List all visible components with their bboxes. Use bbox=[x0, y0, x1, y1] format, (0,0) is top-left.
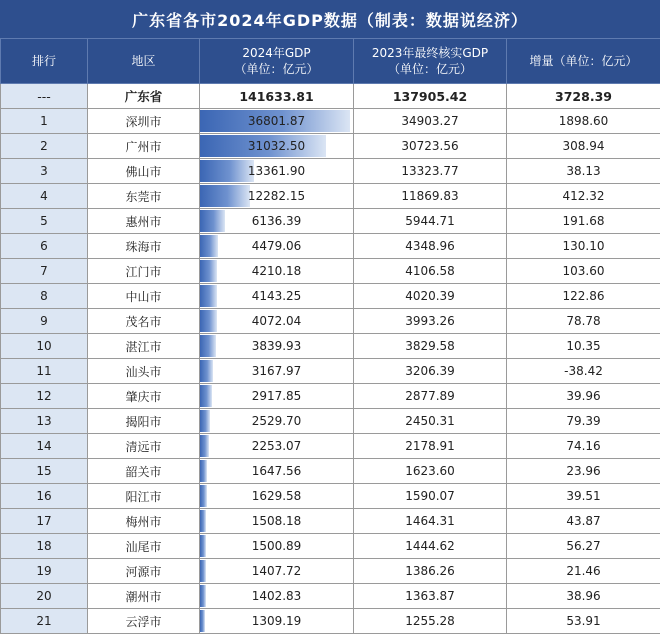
increase-cell: 56.27 bbox=[507, 534, 660, 559]
gdp-2023-cell: 4020.39 bbox=[354, 284, 507, 309]
region-cell: 清远市 bbox=[88, 434, 200, 459]
rank-cell: 17 bbox=[1, 509, 88, 534]
increase-cell: 39.51 bbox=[507, 484, 660, 509]
rank-cell: 11 bbox=[1, 359, 88, 384]
rank-cell: 3 bbox=[1, 159, 88, 184]
gdp-data-bar bbox=[200, 435, 209, 457]
gdp-data-bar bbox=[200, 560, 206, 582]
increase-cell: 43.87 bbox=[507, 509, 660, 534]
gdp-data-bar bbox=[200, 160, 254, 182]
gdp-2024-cell bbox=[200, 184, 354, 209]
gdp-2023-cell: 13323.77 bbox=[354, 159, 507, 184]
total-rank: --- bbox=[1, 84, 88, 109]
gdp-2024-value: 12282.15 bbox=[248, 189, 305, 203]
region-cell: 韶关市 bbox=[88, 459, 200, 484]
gdp-2023-cell: 3993.26 bbox=[354, 309, 507, 334]
gdp-2023-cell: 1444.62 bbox=[354, 534, 507, 559]
table-row bbox=[1, 459, 660, 484]
table-row bbox=[1, 509, 660, 534]
rank-cell: 15 bbox=[1, 459, 88, 484]
total-region: 广东省 bbox=[88, 84, 200, 109]
gdp-data-bar bbox=[200, 335, 216, 357]
region-cell: 汕尾市 bbox=[88, 534, 200, 559]
table-row bbox=[1, 609, 660, 634]
total-increase: 3728.39 bbox=[507, 84, 660, 109]
gdp-2023-cell: 2877.89 bbox=[354, 384, 507, 409]
increase-cell: 10.35 bbox=[507, 334, 660, 359]
increase-cell: 21.46 bbox=[507, 559, 660, 584]
table-row bbox=[1, 434, 660, 459]
increase-cell: 38.13 bbox=[507, 159, 660, 184]
header-gdp-2023-title: 2023年最终核实GDP bbox=[354, 45, 506, 61]
region-cell: 梅州市 bbox=[88, 509, 200, 534]
gdp-data-bar bbox=[200, 510, 206, 532]
header-rank: 排行 bbox=[1, 39, 88, 84]
rank-cell: 7 bbox=[1, 259, 88, 284]
rank-cell: 14 bbox=[1, 434, 88, 459]
region-cell: 云浮市 bbox=[88, 609, 200, 634]
gdp-2024-value: 13361.90 bbox=[248, 164, 305, 178]
region-cell: 湛江市 bbox=[88, 334, 200, 359]
gdp-2024-value: 1407.72 bbox=[252, 564, 302, 578]
gdp-2024-value: 4072.04 bbox=[252, 314, 302, 328]
gdp-2024-cell bbox=[200, 359, 354, 384]
gdp-data-bar bbox=[200, 385, 212, 407]
rank-cell: 19 bbox=[1, 559, 88, 584]
gdp-2024-cell bbox=[200, 559, 354, 584]
gdp-2023-cell: 1623.60 bbox=[354, 459, 507, 484]
table-row bbox=[1, 284, 660, 309]
gdp-2024-value: 4210.18 bbox=[252, 264, 302, 278]
gdp-data-bar bbox=[200, 285, 217, 307]
region-cell: 佛山市 bbox=[88, 159, 200, 184]
rank-cell: 6 bbox=[1, 234, 88, 259]
region-cell: 茂名市 bbox=[88, 309, 200, 334]
gdp-2024-cell bbox=[200, 109, 354, 134]
gdp-data-bar bbox=[200, 235, 218, 257]
region-cell: 河源市 bbox=[88, 559, 200, 584]
gdp-2024-value: 1647.56 bbox=[252, 464, 302, 478]
gdp-2023-cell: 2450.31 bbox=[354, 409, 507, 434]
table-row bbox=[1, 159, 660, 184]
gdp-2024-cell bbox=[200, 259, 354, 284]
increase-cell: 308.94 bbox=[507, 134, 660, 159]
gdp-2024-value: 4143.25 bbox=[252, 289, 302, 303]
gdp-2023-cell: 3829.58 bbox=[354, 334, 507, 359]
table-row bbox=[1, 534, 660, 559]
gdp-2024-value: 3839.93 bbox=[252, 339, 302, 353]
gdp-2024-value: 2529.70 bbox=[252, 414, 302, 428]
gdp-2024-value: 1629.58 bbox=[252, 489, 302, 503]
table-row bbox=[1, 109, 660, 134]
region-cell: 珠海市 bbox=[88, 234, 200, 259]
region-cell: 广州市 bbox=[88, 134, 200, 159]
gdp-2024-value: 2253.07 bbox=[252, 439, 302, 453]
increase-cell: 53.91 bbox=[507, 609, 660, 634]
gdp-2023-cell: 2178.91 bbox=[354, 434, 507, 459]
gdp-2024-cell bbox=[200, 584, 354, 609]
gdp-data-bar bbox=[200, 185, 250, 207]
region-cell: 阳江市 bbox=[88, 484, 200, 509]
gdp-2023-cell: 11869.83 bbox=[354, 184, 507, 209]
table-row bbox=[1, 559, 660, 584]
region-cell: 东莞市 bbox=[88, 184, 200, 209]
rank-cell: 16 bbox=[1, 484, 88, 509]
gdp-2024-cell bbox=[200, 434, 354, 459]
gdp-2024-cell bbox=[200, 284, 354, 309]
rank-cell: 20 bbox=[1, 584, 88, 609]
gdp-2024-value: 3167.97 bbox=[252, 364, 302, 378]
gdp-2024-cell bbox=[200, 409, 354, 434]
gdp-2024-cell bbox=[200, 309, 354, 334]
gdp-2023-cell: 1386.26 bbox=[354, 559, 507, 584]
rank-cell: 18 bbox=[1, 534, 88, 559]
rank-cell: 12 bbox=[1, 384, 88, 409]
increase-cell: 39.96 bbox=[507, 384, 660, 409]
table-row bbox=[1, 209, 660, 234]
gdp-2023-cell: 1590.07 bbox=[354, 484, 507, 509]
total-gdp-2023: 137905.42 bbox=[354, 84, 507, 109]
gdp-2024-cell bbox=[200, 159, 354, 184]
gdp-table bbox=[0, 38, 660, 634]
increase-cell: 74.16 bbox=[507, 434, 660, 459]
increase-cell: 122.86 bbox=[507, 284, 660, 309]
rank-cell: 5 bbox=[1, 209, 88, 234]
gdp-2024-value: 1402.83 bbox=[252, 589, 302, 603]
table-row bbox=[1, 259, 660, 284]
gdp-data-bar bbox=[200, 460, 207, 482]
gdp-data-bar bbox=[200, 310, 217, 332]
header-row bbox=[1, 39, 660, 84]
gdp-2023-cell: 5944.71 bbox=[354, 209, 507, 234]
gdp-2024-cell bbox=[200, 484, 354, 509]
region-cell: 汕头市 bbox=[88, 359, 200, 384]
gdp-2024-value: 1309.19 bbox=[252, 614, 302, 628]
table-row bbox=[1, 409, 660, 434]
header-increase: 增量（单位：亿元） bbox=[507, 39, 660, 84]
rank-cell: 13 bbox=[1, 409, 88, 434]
gdp-2023-cell: 34903.27 bbox=[354, 109, 507, 134]
increase-cell: 78.78 bbox=[507, 309, 660, 334]
header-gdp-2024-title: 2024年GDP bbox=[200, 45, 353, 61]
increase-cell: 412.32 bbox=[507, 184, 660, 209]
header-gdp-2024 bbox=[200, 39, 354, 84]
rank-cell: 2 bbox=[1, 134, 88, 159]
gdp-data-bar bbox=[200, 410, 210, 432]
gdp-2024-value: 2917.85 bbox=[252, 389, 302, 403]
region-cell: 中山市 bbox=[88, 284, 200, 309]
table-row bbox=[1, 184, 660, 209]
gdp-2024-value: 6136.39 bbox=[252, 214, 302, 228]
table-row bbox=[1, 334, 660, 359]
gdp-2023-cell: 3206.39 bbox=[354, 359, 507, 384]
total-row bbox=[1, 84, 660, 109]
rank-cell: 4 bbox=[1, 184, 88, 209]
increase-cell: 23.96 bbox=[507, 459, 660, 484]
table-row bbox=[1, 359, 660, 384]
header-gdp-2023-unit: （单位：亿元） bbox=[354, 61, 506, 77]
region-cell: 江门市 bbox=[88, 259, 200, 284]
gdp-2024-cell bbox=[200, 334, 354, 359]
table-row bbox=[1, 584, 660, 609]
region-cell: 深圳市 bbox=[88, 109, 200, 134]
increase-cell: 103.60 bbox=[507, 259, 660, 284]
gdp-2024-cell bbox=[200, 384, 354, 409]
gdp-data-bar bbox=[200, 535, 206, 557]
gdp-2024-cell bbox=[200, 209, 354, 234]
gdp-2023-cell: 4348.96 bbox=[354, 234, 507, 259]
rank-cell: 8 bbox=[1, 284, 88, 309]
rank-cell: 1 bbox=[1, 109, 88, 134]
gdp-2024-cell bbox=[200, 234, 354, 259]
gdp-2023-cell: 4106.58 bbox=[354, 259, 507, 284]
header-gdp-2023 bbox=[354, 39, 507, 84]
gdp-2024-value: 1500.89 bbox=[252, 539, 302, 553]
gdp-2024-value: 4479.06 bbox=[252, 239, 302, 253]
table-row bbox=[1, 234, 660, 259]
gdp-2024-cell bbox=[200, 134, 354, 159]
rank-cell: 10 bbox=[1, 334, 88, 359]
region-cell: 揭阳市 bbox=[88, 409, 200, 434]
rank-cell: 9 bbox=[1, 309, 88, 334]
gdp-2023-cell: 1363.87 bbox=[354, 584, 507, 609]
increase-cell: 130.10 bbox=[507, 234, 660, 259]
header-region: 地区 bbox=[88, 39, 200, 84]
total-gdp-2024: 141633.81 bbox=[200, 84, 354, 109]
table-row bbox=[1, 484, 660, 509]
increase-cell: -38.42 bbox=[507, 359, 660, 384]
gdp-2024-value: 1508.18 bbox=[252, 514, 302, 528]
increase-cell: 1898.60 bbox=[507, 109, 660, 134]
gdp-2024-value: 36801.87 bbox=[248, 114, 305, 128]
gdp-data-bar bbox=[200, 360, 213, 382]
gdp-2023-cell: 1464.31 bbox=[354, 509, 507, 534]
region-cell: 惠州市 bbox=[88, 209, 200, 234]
table-title: 广东省各市2024年GDP数据（制表：数据说经济） bbox=[0, 0, 660, 38]
region-cell: 肇庆市 bbox=[88, 384, 200, 409]
gdp-2024-cell bbox=[200, 509, 354, 534]
gdp-2024-value: 31032.50 bbox=[248, 139, 305, 153]
table-row bbox=[1, 309, 660, 334]
gdp-2023-cell: 30723.56 bbox=[354, 134, 507, 159]
header-gdp-2024-unit: （单位：亿元） bbox=[200, 61, 353, 77]
gdp-data-bar bbox=[200, 210, 225, 232]
table-row bbox=[1, 134, 660, 159]
gdp-2024-cell bbox=[200, 534, 354, 559]
gdp-data-bar bbox=[200, 485, 207, 507]
increase-cell: 79.39 bbox=[507, 409, 660, 434]
gdp-2023-cell: 1255.28 bbox=[354, 609, 507, 634]
gdp-2024-cell bbox=[200, 609, 354, 634]
rank-cell: 21 bbox=[1, 609, 88, 634]
gdp-data-bar bbox=[200, 585, 206, 607]
gdp-data-bar bbox=[200, 260, 217, 282]
region-cell: 潮州市 bbox=[88, 584, 200, 609]
increase-cell: 38.96 bbox=[507, 584, 660, 609]
gdp-2024-cell bbox=[200, 459, 354, 484]
increase-cell: 191.68 bbox=[507, 209, 660, 234]
table-row bbox=[1, 384, 660, 409]
